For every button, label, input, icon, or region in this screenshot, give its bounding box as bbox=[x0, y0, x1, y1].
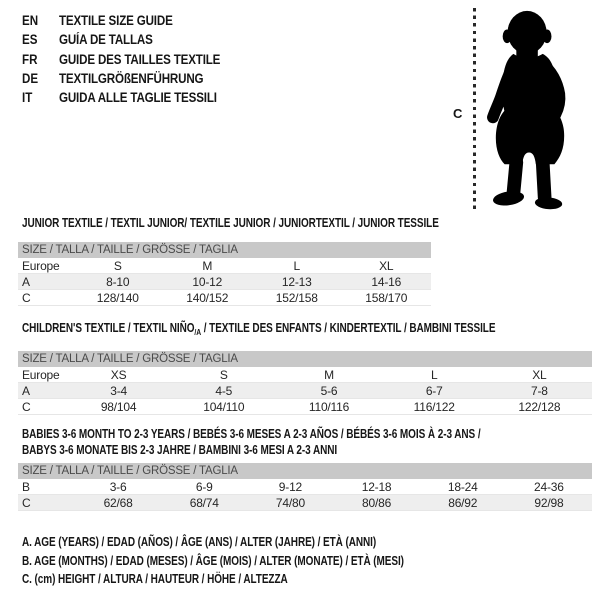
table-title bbox=[22, 321, 496, 339]
size-cell: 74/80 bbox=[275, 495, 305, 510]
table-title bbox=[22, 426, 481, 458]
row-label: A bbox=[22, 383, 30, 398]
table-title-line2: BABYS 3-6 MONATE BIS 2-3 JAHRE / BAMBINI 3-6 MESI A 2-3 ANNI bbox=[22, 443, 338, 457]
language-row bbox=[22, 13, 220, 32]
size-cell: 158/170 bbox=[365, 290, 408, 305]
size-header-bar: SIZE / TALLA / TAILLE / GRÖSSE / TAGLIA bbox=[18, 463, 592, 479]
language-code: ES bbox=[22, 32, 38, 48]
language-title-block bbox=[22, 13, 253, 109]
size-cell: 62/68 bbox=[103, 495, 133, 510]
language-title: TEXTILE SIZE GUIDE bbox=[58, 13, 173, 28]
size-cell: 6-7 bbox=[425, 383, 443, 398]
size-cell: 128/140 bbox=[96, 290, 139, 305]
size-cell: 7-8 bbox=[531, 383, 548, 398]
footnote-a: A. AGE (YEARS) / EDAD (AÑOS) / ÂGE (ANS) / ALTER (JAHRE) / ETÀ (ANNI) bbox=[22, 535, 377, 549]
size-cell: 80/86 bbox=[362, 495, 392, 510]
size-cell: 14-16 bbox=[371, 274, 402, 289]
language-row bbox=[22, 52, 220, 71]
row-label: B bbox=[22, 479, 30, 494]
table-row bbox=[18, 383, 592, 399]
table-title: JUNIOR TEXTILE / TEXTIL JUNIOR/ TEXTILE JUNIOR / JUNIORTEXTIL / JUNIOR TESSILE bbox=[22, 216, 439, 230]
language-code: FR bbox=[22, 51, 38, 67]
baby-silhouette-icon bbox=[481, 8, 579, 215]
size-cell: 6-9 bbox=[195, 479, 213, 494]
size-cell: 110/116 bbox=[308, 399, 350, 414]
size-cell: 9-12 bbox=[278, 479, 303, 494]
size-table-babies bbox=[18, 426, 592, 511]
language-row bbox=[22, 71, 220, 90]
language-code: EN bbox=[22, 13, 39, 28]
language-row bbox=[22, 32, 220, 51]
footnote-c: C. (cm) HEIGHT / ALTURA / HAUTEUR / HÖHE / ALTEZZA bbox=[22, 572, 288, 586]
row-label: Europe bbox=[22, 258, 60, 273]
language-code: DE bbox=[22, 70, 39, 86]
size-cell: 92/98 bbox=[534, 495, 564, 510]
row-label: C bbox=[22, 495, 31, 510]
size-cell: L bbox=[430, 367, 438, 382]
language-title: GUÍA DE TALLAS bbox=[58, 32, 153, 48]
height-measure-dashed-line bbox=[473, 8, 476, 213]
table-row bbox=[18, 290, 431, 306]
size-header-bar: SIZE / TALLA / TAILLE / GRÖSSE / TAGLIA bbox=[18, 351, 592, 367]
table-title-pre: CHILDREN'S TEXTILE / TEXTIL NIÑO bbox=[22, 321, 195, 335]
row-label: C bbox=[22, 290, 31, 305]
row-label: Europe bbox=[22, 367, 60, 382]
size-cell: 4-5 bbox=[215, 383, 233, 398]
size-cell: XS bbox=[110, 367, 127, 382]
size-cell: XL bbox=[379, 258, 394, 273]
table-row bbox=[18, 495, 592, 511]
size-cell: XL bbox=[532, 367, 547, 382]
footnote-b: B. AGE (MONTHS) / EDAD (MESES) / ÂGE (MOIS) / ALTER (MONATE) / ETÀ (MESI) bbox=[22, 553, 404, 568]
size-cell: S bbox=[219, 367, 228, 382]
size-cell: 24-36 bbox=[534, 479, 564, 494]
size-cell: 98/104 bbox=[100, 399, 137, 414]
size-cell: M bbox=[324, 367, 334, 382]
footnotes bbox=[22, 533, 499, 589]
table-title-line1: BABIES 3-6 MONTH TO 2-3 YEARS / BEBÉS 3-6 MESES A 2-3 AÑOS / BÉBÉS 3-6 MOIS À 2-3 ANS / bbox=[22, 427, 481, 441]
size-cell: 68/74 bbox=[189, 495, 219, 510]
size-cell: 8-10 bbox=[106, 274, 130, 289]
size-cell: 140/152 bbox=[186, 290, 229, 305]
table-title-subscript: /A bbox=[194, 327, 202, 337]
language-row bbox=[22, 90, 220, 109]
size-cell: 104/110 bbox=[203, 399, 245, 414]
size-cell: 10-12 bbox=[192, 274, 223, 289]
size-table-junior bbox=[18, 216, 439, 306]
size-cell: 116/122 bbox=[413, 399, 455, 414]
size-table-children bbox=[18, 322, 592, 415]
language-title: GUIDE DES TAILLES TEXTILE bbox=[58, 51, 221, 67]
size-cell: 12-18 bbox=[361, 479, 392, 494]
row-label: C bbox=[22, 399, 31, 414]
language-title: GUIDA ALLE TAGLIE TESSILI bbox=[58, 90, 217, 106]
table-row bbox=[18, 274, 431, 290]
language-title: TEXTILGRÖßENFÜHRUNG bbox=[58, 70, 204, 86]
height-label: C bbox=[453, 106, 463, 121]
size-header-bar: SIZE / TALLA / TAILLE / GRÖSSE / TAGLIA bbox=[18, 242, 431, 258]
table-row bbox=[18, 479, 592, 495]
size-cell: 86/92 bbox=[448, 495, 478, 510]
size-cell: 152/158 bbox=[275, 290, 318, 305]
table-row bbox=[18, 399, 592, 415]
size-cell: L bbox=[293, 258, 300, 273]
table-row bbox=[18, 258, 431, 274]
size-cell: 12-13 bbox=[281, 274, 312, 289]
language-code: IT bbox=[22, 90, 33, 106]
row-label: A bbox=[22, 274, 30, 289]
size-cell: 3-6 bbox=[109, 479, 127, 494]
size-cell: 5-6 bbox=[320, 383, 338, 398]
size-cell: 3-4 bbox=[110, 383, 127, 398]
table-row bbox=[18, 367, 592, 383]
size-cell: S bbox=[113, 258, 122, 273]
size-cell: M bbox=[202, 258, 213, 273]
size-cell: 122/128 bbox=[518, 399, 561, 414]
table-title-post: / TEXTILE DES ENFANTS / KINDERTEXTIL / BAMBINI TESSILE bbox=[201, 321, 496, 335]
size-cell: 18-24 bbox=[447, 479, 478, 494]
